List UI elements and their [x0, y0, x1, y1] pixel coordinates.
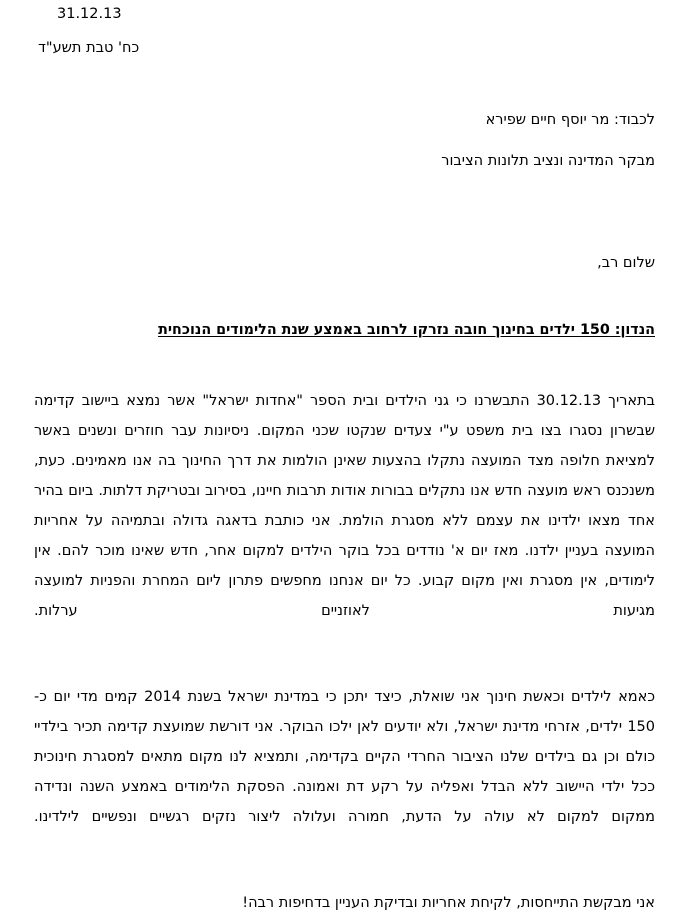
body-paragraph-2: כאמא לילדים וכאשת חינוך אני שואלת, כיצד יתכן כי במדינת ישראל בשנת 2014 קמים מדי יום כ- 150 ילדים, אזרחי מדינת ישראל, ולא יודעים לאן ילכו הבוקר. אני דורשת שמועצת קדימה תכיר בילדיי כולם וכן גם בילדים שלנו הציבור החרדי הקיים בקדימה, ותמציא לנו מקום מתאים למסגרת חינוכית ככל ילדי היישוב ללא הבדל ואפליה על רקע דת ואמונה. הפסקת הלימודים באמצע השנה ונדידה ממקום למקום לא עולה על הדעת, חמורה ועלולה ליצור נזקים רגשיים ונפשיים לילדינו. — [34, 689, 655, 825]
gregorian-date: 31.12.13 — [57, 6, 122, 22]
hebrew-date: כח' טבת תשע"ד — [38, 40, 140, 56]
addressee-name: לכבוד: מר יוסף חיים שפירא — [485, 112, 655, 128]
greeting-line: שלום רב, — [597, 255, 655, 271]
addressee-title: מבקר המדינה ונציב תלונות הציבור — [441, 153, 655, 169]
addressee-block — [441, 110, 655, 171]
body-paragraph-3: אני מבקשת התייחסות, לקיחת אחריות ובדיקת העניין בדחיפות רבה! — [242, 895, 655, 911]
letter-body — [34, 386, 655, 918]
subject-line: הנדון: 150 ילדים בחינוך חובה נזרקו לרחוב באמצע שנת הלימודים הנוכחית — [158, 322, 655, 338]
body-paragraph-1: בתאריך 30.12.13 התבשרנו כי גני הילדים ובית הספר "אחדות ישראל" אשר נמצא ביישוב קדימה שבשרון נסגרו בצו בית משפט ע"י צעדים שנקטו שכני המקום. ניסיונות עבר חוזרים ונשנים באשר למציאת חלופה מצד המועצה נתקלו בהצעות שאינן הולמות את דרך החינוך בה אנו מאמינים. כעת, משנכנס ראש מועצה חדש אנו נתקלים בבורות אודות תרבות חיינו, בסירוב ובטריקת דלתות. ביום בהיר אחד מצאו ילדינו את עצמם ללא מסגרת הולמת. אני כותבת בדאגה גדולה ובתמיהה על אחריות המועצה בעניין ילדנו. מאז יום א' נודדים בכל בוקר הילדים למקום אחר, חדש שאינו מוכר להם. אין לימודים, אין מסגרת ואין מקום קבוע. כל יום אנחנו מחפשים פתרון ליום המחרת והפניות למועצה מגיעות לאוזניים ערלות. — [34, 393, 655, 619]
